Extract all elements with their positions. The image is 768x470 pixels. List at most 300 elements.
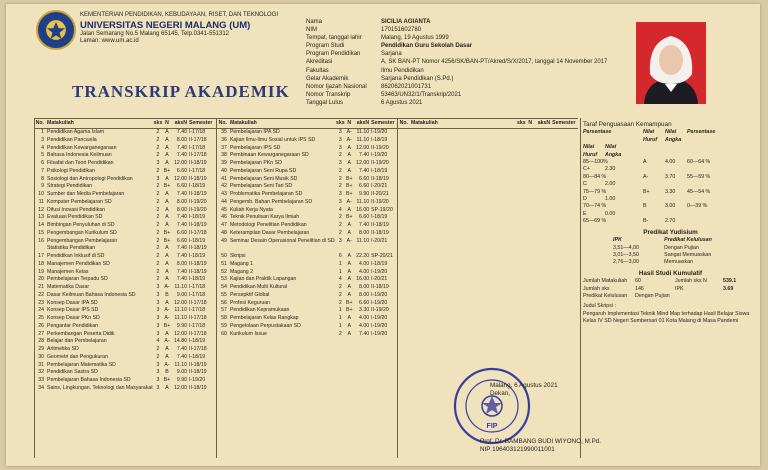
course-weighted: 4.00	[359, 268, 370, 275]
thesis-title: Pengaruh Implementasi Teknik Mind Map terhadap Hasil Belajar Siswa Kelas IV SD Negeri Sumbersari 01 Kota Malang di Masa Pandemi	[583, 310, 750, 325]
student-info-row	[306, 26, 681, 34]
table-row	[217, 331, 397, 339]
course-number: 34	[38, 384, 44, 391]
sign-place-date: Malang, 6 Agustus 2021	[490, 382, 558, 389]
course-weighted: 6.60	[359, 183, 370, 190]
course-grade: A	[165, 346, 169, 352]
course-number: 48	[221, 229, 227, 236]
result-cell: 60	[635, 278, 641, 285]
predikat-table	[583, 237, 758, 267]
table-row	[217, 300, 397, 308]
table-row	[217, 168, 397, 176]
header-sks: sks	[516, 119, 526, 126]
result-cell: Jumlah sks	[583, 285, 610, 292]
course-weighted: 6.60	[359, 214, 370, 221]
result-row	[583, 278, 758, 285]
predikat-range: 2,76—3,00	[613, 259, 639, 266]
ministry-name: KEMENTERIAN PENDIDIKAN, KEBUDAYAAN, RISET, DAN TEKNOLOGI	[80, 12, 279, 18]
course-name: Pembelajaran Bahasa Indonesia SD	[47, 377, 131, 383]
course-number: 44	[221, 198, 227, 205]
course-name: Pembinaan Kewarganegaraan SD	[229, 152, 309, 159]
course-weighted: 8.00	[176, 136, 187, 143]
table-row	[217, 145, 397, 153]
course-weighted: 6.60	[176, 183, 187, 190]
course-semester: II-17/18	[189, 299, 207, 306]
course-sks: 2	[156, 222, 160, 228]
table-row	[34, 269, 216, 277]
course-number: 6	[41, 160, 44, 166]
course-semester: I-17/18	[189, 167, 206, 174]
course-weighted: 4.00	[359, 260, 370, 267]
course-name: Bimbingan Penyuluhan di SD	[47, 222, 115, 228]
result-cell: Jumlah Matakuliah	[583, 278, 628, 285]
course-semester: II-19/20	[371, 198, 389, 205]
table-row	[34, 214, 216, 222]
course-grade: A-	[164, 307, 170, 314]
table-row	[34, 292, 216, 300]
institution-header	[80, 12, 300, 46]
course-grade: B+	[345, 307, 353, 314]
table-row	[217, 214, 397, 222]
course-grade: B+	[163, 167, 171, 174]
student-info-label: Nomor Ijazah Nasional	[306, 83, 367, 90]
course-number: 18	[38, 260, 44, 267]
scale-cell: B+	[643, 188, 650, 195]
course-sks: 3	[156, 384, 160, 391]
course-number: 13	[38, 214, 44, 221]
result-cell: 3.69	[723, 285, 734, 292]
course-name: Skripsi	[229, 253, 246, 259]
course-number: 28	[38, 338, 44, 345]
course-sks: 4	[156, 338, 160, 345]
table-row	[217, 183, 397, 191]
header-semester: Semester	[189, 119, 213, 126]
student-info-value: SICILIA AGIANTA	[381, 19, 431, 25]
header-no: No.	[35, 119, 44, 126]
course-sks: 2	[156, 198, 160, 205]
table-row	[34, 238, 216, 246]
student-info-value: Malang, 19 Agustus 1999	[381, 35, 449, 42]
course-name: Dasar Keilmuan Bahasa Indonesia SD	[47, 291, 136, 298]
student-info-row	[306, 99, 681, 107]
course-semester: II-17/18	[189, 346, 207, 352]
scale-cell: A	[643, 159, 647, 166]
course-number: 10	[38, 191, 44, 197]
course-semester: I-18/19	[189, 338, 206, 345]
student-info-label: Tempat, tanggal lahir	[306, 35, 362, 42]
signatory-nip: NIP 196403121990011001	[480, 446, 555, 453]
course-weighted: 9.90	[359, 191, 370, 197]
course-weighted: 4.00	[359, 322, 370, 329]
transcript-sheet	[6, 4, 760, 466]
scale-header-cell: Persentase	[687, 129, 716, 136]
course-name: Kuliah Kerja Nyata	[229, 206, 273, 213]
course-grade: A	[347, 152, 351, 159]
course-name: Pembelajaran Terpadu SD	[47, 276, 108, 283]
course-grade: A-	[346, 198, 352, 205]
course-sks: 2	[156, 253, 160, 259]
course-number: 15	[38, 229, 44, 236]
course-sks: 1	[338, 307, 342, 314]
scale-cell: 70—74 %	[583, 203, 607, 210]
student-info-row	[306, 91, 681, 99]
course-semester: I-17/18	[189, 322, 206, 329]
table-row	[34, 300, 216, 308]
course-sks: 4	[338, 206, 342, 213]
course-sks: 3	[338, 198, 342, 205]
course-grade: A	[165, 384, 169, 391]
signatory	[480, 438, 601, 454]
course-sks: 3	[156, 307, 160, 314]
course-sks: 2	[338, 284, 342, 290]
table-row	[217, 152, 397, 160]
course-sks: 3	[338, 129, 342, 135]
header-semester: Semester	[552, 119, 576, 126]
course-weighted: 11.10	[356, 129, 370, 135]
scale-cell: E	[583, 210, 587, 217]
course-weighted: 7.40	[176, 191, 187, 197]
course-semester: I-19/20	[371, 291, 388, 298]
course-number: 54	[221, 284, 227, 290]
course-sks: 2	[156, 206, 160, 213]
table-row	[34, 276, 216, 284]
header-sks: sks	[335, 119, 345, 126]
header-matakuliah: Matakuliah	[410, 119, 438, 126]
course-grade: A	[165, 144, 169, 151]
course-grade: B+	[345, 299, 353, 306]
course-name: Statistika Pendidikan	[47, 245, 96, 252]
course-name: Komputer Pembelajaran SD	[47, 198, 112, 205]
table-row	[34, 307, 216, 315]
course-weighted: 7.40	[176, 222, 187, 228]
course-grade: A	[165, 276, 169, 283]
course-number: 36	[221, 136, 227, 143]
course-semester: II-18/19	[189, 384, 207, 391]
course-semester: I-20/21	[371, 276, 388, 283]
table-header	[398, 118, 578, 129]
table-row	[34, 152, 216, 160]
table-row	[34, 377, 216, 385]
course-grade: A	[165, 353, 169, 360]
course-name: Filsafat dan Teori Pendidikan	[47, 160, 114, 166]
student-photo	[636, 22, 706, 104]
course-name: Pendidikan Sastra SD	[47, 369, 98, 376]
student-info-label: Program Studi	[306, 43, 345, 50]
course-number: 19	[38, 268, 44, 275]
course-sks: 2	[338, 330, 342, 337]
course-grade: A	[165, 330, 169, 337]
course-weighted: 7.40	[359, 152, 370, 159]
table-row	[217, 269, 397, 277]
course-number: 47	[221, 222, 227, 228]
course-name: Aritmetika SD	[47, 346, 79, 352]
result-row	[583, 293, 758, 300]
student-info-value: Sarjana	[381, 51, 402, 58]
table-row	[34, 191, 216, 199]
course-semester: II-19/20	[371, 144, 389, 151]
signature-block	[490, 382, 558, 398]
course-number: 7	[41, 167, 44, 174]
course-semester: I-18/19	[189, 183, 206, 190]
course-name: Keterampilan Dasar Pembelajaran	[229, 229, 310, 236]
university-website: Laman: www.um.ac.id	[80, 38, 139, 44]
student-info-label: Program Pendidikan	[306, 51, 361, 58]
course-grade: B+	[163, 229, 171, 236]
course-weighted: 12.00	[174, 384, 187, 391]
course-semester: I-20/21	[371, 183, 388, 190]
course-name: Sains, Lingkungan, Teknologi dan Masyarakat	[47, 384, 153, 391]
scale-cell: 60—64 %	[687, 159, 711, 166]
course-sks: 2	[156, 346, 160, 352]
course-name: Sumber dan Media Pembelajaran	[47, 191, 125, 197]
table-row	[34, 385, 216, 393]
course-name: Pembelajaran PKn SD	[229, 160, 282, 166]
course-grade: A	[347, 229, 351, 236]
course-name: Strategi Pendidikan	[47, 183, 92, 190]
predikat-row	[583, 259, 758, 266]
university-address: Jalan Semarang No.5 Malang 65145, Telp.0341-551312	[80, 30, 229, 37]
course-grade: A-	[346, 129, 352, 135]
table-row	[34, 145, 216, 153]
header-no: No.	[399, 119, 408, 126]
course-semester: I-18/19	[371, 260, 388, 267]
course-grade: B+	[163, 183, 171, 190]
course-weighted: 12.00	[174, 175, 187, 182]
table-divider-3	[580, 118, 581, 458]
course-number: 50	[221, 253, 227, 259]
course-semester: I-19/20	[371, 330, 388, 337]
student-info-row	[306, 42, 681, 50]
course-grade: A	[347, 206, 351, 213]
course-sks: 2	[156, 237, 160, 244]
course-number: 45	[221, 206, 227, 213]
course-name: Pembelajaran IPS SD	[229, 144, 281, 151]
table-row	[217, 253, 397, 261]
table-row	[34, 323, 216, 331]
course-semester: II-18/19	[189, 175, 207, 182]
course-number: 51	[221, 260, 227, 267]
document-title: TRANSKRIP AKADEMIK	[72, 82, 290, 101]
table-row	[34, 176, 216, 184]
course-name: Pembelajaran IPA SD	[229, 129, 280, 135]
course-sks: 3	[338, 191, 342, 197]
course-grade: A	[347, 284, 351, 290]
scale-cell: C	[583, 181, 587, 188]
header-n: N	[165, 119, 169, 126]
table-row	[34, 199, 216, 207]
course-sks: 2	[338, 222, 342, 228]
course-name: Pengelolaan Perpustakaan SD	[229, 322, 301, 329]
table-row	[217, 261, 397, 269]
course-number: 58	[221, 315, 227, 321]
table-row	[217, 323, 397, 331]
university-name: UNIVERSITAS NEGERI MALANG (UM)	[80, 19, 251, 31]
table-row	[34, 137, 216, 145]
predikat-header-label: Predikat Kelulusan	[664, 237, 712, 244]
course-name: Profesi Keguruan	[229, 299, 271, 306]
course-weighted: 11.10	[174, 315, 187, 321]
scale-cell: B-	[643, 218, 649, 225]
faculty-stamp	[452, 366, 532, 446]
table-row	[34, 245, 216, 253]
course-grade: A	[347, 167, 351, 174]
course-semester: I-17/18	[189, 144, 206, 151]
course-name: Pendidikan Kewarganegaraan	[47, 144, 117, 151]
course-number: 40	[221, 167, 227, 174]
course-grade: A	[347, 222, 351, 228]
course-sks: 2	[156, 214, 160, 221]
header-n: N	[347, 119, 352, 126]
course-weighted: 11.10	[356, 198, 370, 205]
course-grade: A	[347, 160, 351, 166]
course-weighted: 9.90	[176, 377, 187, 383]
scale-cell: 45—54 %	[687, 188, 711, 195]
table-row	[217, 276, 397, 284]
scale-row	[583, 218, 758, 225]
course-sks: 3	[156, 322, 160, 329]
course-semester: II-18/19	[371, 284, 389, 290]
student-info-label: Nama	[306, 19, 323, 25]
course-semester: II-18/19	[189, 245, 207, 252]
scale-cell: 2.70	[665, 218, 676, 225]
course-number: 56	[221, 299, 227, 306]
table-row	[217, 230, 397, 238]
course-number: 35	[221, 129, 227, 135]
course-weighted: 7.40	[176, 245, 187, 252]
course-semester: I-17/18	[189, 284, 206, 290]
course-name: Seminar Desain Operasional Penelitian di SD	[229, 237, 335, 244]
course-sks: 2	[156, 152, 160, 159]
course-number: 31	[38, 361, 44, 368]
table-row	[217, 238, 397, 254]
course-name: Problematika Pembelajaran SD	[229, 191, 303, 197]
course-sks: 1	[338, 260, 342, 267]
course-semester: II-18/19	[189, 361, 207, 368]
header-matakuliah: Matakuliah	[229, 119, 257, 126]
course-semester: I-17/18	[189, 129, 206, 135]
course-number: 8	[41, 175, 44, 182]
course-weighted: 12.00	[356, 144, 370, 151]
course-sks: 3	[338, 160, 342, 166]
scale-cell: 3.00	[665, 203, 676, 210]
course-number: 52	[221, 268, 227, 275]
course-grade: A	[347, 144, 351, 151]
student-info-row	[306, 18, 681, 26]
result-cell: IPK	[675, 285, 684, 292]
course-sks: 3	[156, 377, 160, 383]
course-name: Pendidikan Pancasila	[47, 136, 97, 143]
scale-header-cell: Nilai Huruf	[643, 129, 658, 143]
course-grade: A	[165, 152, 169, 159]
course-number: 14	[38, 222, 44, 228]
course-sks: 2	[156, 136, 160, 143]
course-sks: 1	[338, 268, 342, 275]
table-row	[217, 129, 397, 137]
header-angka: aksN	[537, 119, 551, 126]
student-info-row	[306, 50, 681, 58]
course-semester: I-18/19	[371, 167, 388, 174]
course-weighted: 14.80	[174, 338, 187, 345]
course-name: Pengembangan Kurikulum SD	[47, 229, 117, 236]
student-info-value: 6 Agustus 2021	[381, 99, 423, 106]
student-info-row	[306, 34, 681, 42]
result-cell: Jumlah sks N	[675, 278, 707, 285]
course-sks: 2	[156, 129, 160, 135]
course-sks: 2	[338, 152, 342, 159]
course-number: 4	[41, 144, 44, 151]
course-sks: 6	[338, 253, 342, 259]
course-grade: B+	[163, 377, 171, 383]
table-row	[34, 369, 216, 377]
table-row	[217, 292, 397, 300]
course-name: Psikologi Pendidikan	[47, 167, 95, 174]
result-cell: Predikat Kelulusan	[583, 292, 628, 299]
course-number: 25	[38, 315, 44, 321]
course-name: Persepktif Global	[229, 291, 270, 298]
course-semester: I-18/19	[189, 253, 206, 259]
course-name: Konsep Dasar IPA SD	[47, 299, 98, 306]
course-name: Matematika Dasar	[47, 284, 90, 290]
result-cell: 146	[635, 285, 644, 292]
course-semester: II-20/21	[371, 191, 389, 197]
student-info-row	[306, 83, 681, 91]
course-name: Geometri dan Pengukuran	[47, 353, 108, 360]
course-name: Pembelajaran Seni Musik SD	[229, 175, 298, 182]
course-sks: 2	[338, 299, 342, 306]
course-sks: 2	[156, 268, 160, 275]
course-number: 39	[221, 160, 227, 166]
scale-cell: 2.30	[605, 166, 616, 173]
table-row	[34, 160, 216, 168]
table-row	[34, 129, 216, 137]
course-grade: A	[165, 136, 169, 143]
course-grade: B	[165, 369, 169, 376]
course-weighted: 6.60	[359, 299, 370, 306]
course-name: Pembelajaran Seni Rupa SD	[229, 167, 297, 174]
scale-header-cell: Persentase	[583, 129, 612, 136]
course-semester: II-18/19	[371, 229, 389, 236]
course-grade: A	[347, 276, 351, 283]
scale-cell: 4.00	[665, 159, 676, 166]
course-semester: I-19/20	[371, 322, 388, 329]
scale-row	[583, 203, 758, 218]
course-sks: 2	[156, 353, 160, 360]
table-row	[217, 284, 397, 292]
student-info-value: Ilmu Pendidikan	[381, 67, 424, 74]
course-name: Kurikulum Issue	[229, 330, 267, 337]
predikat-title: Predikat Yudisium	[643, 228, 698, 236]
course-sks: 2	[338, 183, 342, 190]
table-row	[34, 362, 216, 370]
predikat-label: Sangat Memuaskan	[664, 251, 712, 258]
course-weighted: 11.10	[174, 307, 187, 314]
course-sks: 2	[156, 167, 160, 174]
table-row	[34, 230, 216, 238]
course-weighted: 8.00	[176, 206, 187, 213]
course-number: 23	[38, 299, 44, 306]
table-divider-2	[397, 118, 398, 458]
student-info-label: Nomor Transkrip	[306, 91, 351, 98]
course-table-column-2	[217, 118, 397, 338]
course-semester: II-18/19	[189, 369, 207, 376]
scale-cell: B	[643, 203, 647, 210]
scale-cell: 0.00	[605, 210, 616, 217]
course-semester: I-17/18	[189, 291, 206, 298]
result-cell	[675, 293, 723, 300]
course-name: Pengemb. Bahan Pembelajaran SD	[229, 198, 313, 205]
course-grade: A	[165, 206, 169, 213]
course-semester: I-18/19	[189, 214, 206, 221]
